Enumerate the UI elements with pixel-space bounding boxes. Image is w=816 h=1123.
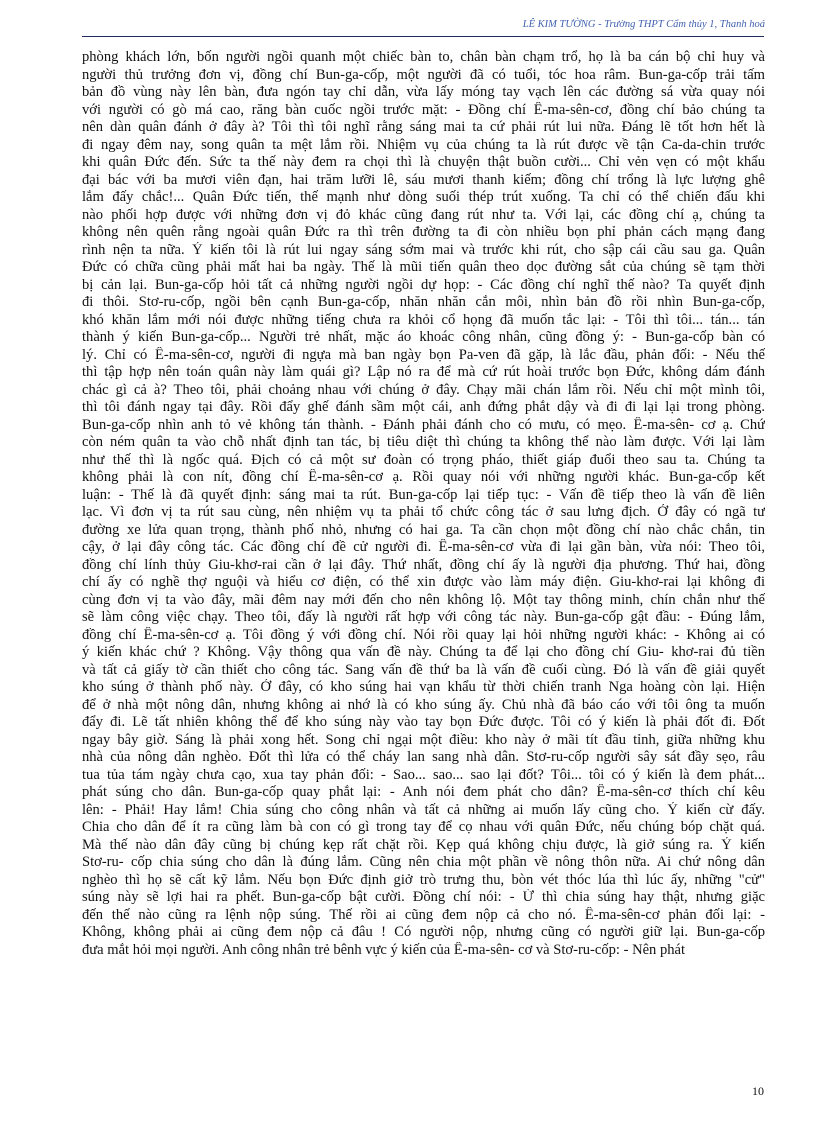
text-line: và tất cả giấy tờ cần thiết cho công tác. Sang vấn đề thứ ba là vấn đề cuối cùng. Đó là vấn đề giải quyết [82, 661, 765, 678]
text-line: nghèo thì họ sẽ cất kỹ lắm. Nếu bọn Đức định giở trò trưng thu, bòn vét thóc lúa thì lúc ấy, những "cử" [82, 871, 765, 888]
text-line: để ở nhà một nông dân, nhưng không ai nhớ là có kho súng ấy. Chủ nhà đã báo cáo với tôi ông ta muốn [82, 696, 765, 713]
text-line: nhà của nông dân nghèo. Đốt thì lửa có thể cháy lan sang nhà dân. Stơ-ru-cốp người sây sát đầy sẹo, râu [82, 749, 765, 765]
text-line: Không, không phải ai cũng đem nộp cả đâu ! Có người nộp, nhưng cũng có người giữ lại. Bun-ga-cốp [82, 924, 765, 940]
text-line: đường xe lửa quan trọng, thành phố nhỏ, nhưng có hai ga. Ta cần chọn một đồng chí nào chắc chắn, tin [82, 521, 765, 538]
text-line: rình nện ta nữa. Ý kiến tôi là rút lui ngay sáng sớm mai và trước khi rút, cho sập cái cầu sau ga. Quân [82, 241, 765, 258]
page-header [205, 19, 765, 30]
text-line: lạc. Vì đơn vị ta rút sau cùng, nên nhiệm vụ ta phải tổ chức công tác ở sau lưng địch. Ở đây có ngã tư [82, 504, 765, 520]
text-line: kho súng ở thành phố này. Ở đây, có kho súng hai vạn khẩu từ thời chiến tranh Nga hoàng còn lại. Hiện [82, 679, 765, 695]
text-line: ý kiến khác chứ ? Không. Vậy thông qua vấn đề này. Chúng ta để lại cho đồng chí Giu- khơ-rai đủ tiền [82, 644, 765, 660]
text-line: khi quân Đức đến. Sức ta thế này đem ra chọi thì là chuyện thật buồn cười... Chỉ vẻn vẹn có một khẩu [82, 154, 765, 170]
text-line: nên dàn quân đánh ở đây à? Tôi thì tôi nghĩ rằng sáng mai ta cứ phải rút lui nữa. Đáng lẽ tốt hơn hết là [82, 119, 765, 135]
text-line: như thế thì là ngốc quá. Địch có cả một sư đoàn có trọng pháo, thiết giáp đuổi theo sau ta. Chúng ta [82, 451, 765, 468]
header-divider [82, 36, 764, 37]
text-line: ngay bây giờ. Sáng là phải xong hết. Song chỉ ngại một điều: kho này ở mãi tít đầu tỉnh, giữa những khu [82, 731, 765, 748]
text-line: khó khăn lắm mới nói được những tiếng chưa ra khỏi cổ họng đã muốn tắc lại: - Tôi thì tôi... tán... tán [82, 311, 765, 328]
text-line: đồng chí Ê-ma-sên-cơ ạ. Tôi đồng ý với đồng chí. Nói rồi quay lại hỏi những người khác: - Không ai có [82, 626, 765, 643]
text-line: Chia cho dân để ít ra cũng làm bà con có gì trong tay để cọ nhau với quân Đức, nếu chúng bóp chặt quá. [82, 819, 765, 835]
text-line: người thủ trưởng đơn vị, đồng chí Bun-ga-cốp, một người đã có tuổi, tóc hoa râm. Bun-ga-cốp trải tấm [82, 66, 765, 83]
text-line: chác gì cả à? Theo tôi, phải choảng nhau với chúng ở đây. Chạy mãi chán lắm rồi. Nếu chỉ một mình tôi, [82, 381, 765, 398]
text-line: Đức có chữa cũng phải mất hai ba ngày. Thế là mũi tiến quân theo dọc đường sắt của chúng sẽ tạm thời [82, 259, 765, 275]
text-line: Bun-ga-cốp nhìn anh tỏ vẻ không tán thành. - Đánh phải đánh cho có mưu, có mẹo. Ê-ma-sên- cơ ạ. Chứ [82, 416, 765, 433]
text-line: thì tôi đánh ngay tại đây. Rồi đẩy ghế đánh sầm một cái, anh đứng phắt dậy và đi đi lại lại trong phòng. [82, 399, 765, 415]
text-line: lên: - Phải! Hay lắm! Chia súng cho công nhân và tất cả những ai muốn lấy cũng cho. Ý kiến cừ đấy. [82, 801, 765, 818]
text-line: đưa mắt hỏi mọi người. Anh công nhân trẻ bênh vực ý kiến của Ê-ma-sên- cơ và Stơ-ru-cốp: - Nên phát [82, 941, 685, 958]
text-line: thì tập hợp nên toán quân này làm quái gì? Lập nó ra để mà cứ rút hoài trước bọn Đức, không dám đánh [82, 364, 765, 380]
text-line: còn ném quân ta vào chỗ nhất định tan tác, bị tiêu diệt thì chúng ta không thể nào làm được. Với lại làm [82, 434, 765, 450]
text-line: đi ngay đêm nay, song quân ta mệt lắm rồi. Nhiệm vụ của chúng ta là rút được về tận Ca-da-chin trước [82, 136, 765, 153]
text-line: không nên quên rằng ngoài quân Đức ra thì trên đường ta đi còn nhiều bọn phỉ phản cách mạng đang [82, 224, 765, 240]
text-line: tua tủa tám ngày chưa cạo, xua tay phản đối: - Sao... sao... sao lại đốt? Tôi... tôi có ý kiến là đem phát... [82, 766, 765, 783]
text-line: với người có gò má cao, răng bàn cuốc ngồi trước mặt: - Đồng chí Ê-ma-sên-cơ, đồng chí bảo chúng ta [82, 101, 765, 118]
text-line: Mà thế nào dân đây cũng bị chúng kẹp rất chặt rồi. Kẹp quá không chịu được, là giở súng ra. Ý kiến [82, 836, 765, 853]
text-line: bản đồ vùng này lên bàn, đưa ngón tay chỉ dẫn, vừa lấy móng tay vạch lên các đường sá vừa quay nói [82, 84, 765, 100]
header-author: LÊ KIM TƯỜNG [522, 19, 596, 30]
text-line: đẩy đi. Lẽ tất nhiên không thể để kho súng này vào tay bọn Đức được. Tôi có ý kiến là phải đốt đi. Đốt [82, 714, 765, 730]
text-line: cậy, ở lại đây công tác. Các đồng chí đề cử người đi. Ê-ma-sên-cơ vừa đi lại gần bàn, vừa nói: Theo tôi, [82, 539, 765, 555]
text-line: phát súng cho dân. Bun-ga-cốp quay phắt lại: - Anh nói đem phát cho dân? Ê-ma-sên-cơ thích chí kêu [82, 784, 765, 800]
text-line: đi thôi. Stơ-ru-cốp, ngồi bên cạnh Bun-ga-cốp, nhăn nhăn cắn môi, nhìn bản đồ rồi nhìn Bun-ga-cốp, [82, 294, 765, 310]
text-line: sẽ làm công việc chạy. Theo tôi, đấy là người rất hợp với công tác này. Bun-ga-cốp gật đầu: - Đúng lắm, [82, 609, 765, 625]
text-line: cùng đơn vị ta vào đây, mãi đêm nay mới đến cho nên không lộ. Một tay thông minh, chín chắn như thế [82, 591, 765, 608]
text-line: luận: - Thế là đã quyết định: sáng mai ta rút. Bun-ga-cốp lại tiếp tục: - Vấn đề tiếp theo là vấn đề liên [82, 486, 765, 503]
text-line: không phải là con nít, đồng chí Ê-ma-sên-cơ ạ. Rồi quay nói với những người khác. Bun-ga-cốp kết [82, 469, 765, 485]
text-line: chí ấy có nghề thợ nguội và hiểu cơ điện, có thể xin được vào làm máy điện. Giu-khơ-rai lại không đi [82, 574, 765, 590]
text-line: lắm đấy chắc!... Quân Đức tiến, thế mạnh như dòng suối thép trút xuống. Ta chỉ có thể chiến đấu khi [82, 189, 765, 205]
text-line: phòng khách lớn, bốn người ngồi quanh một chiếc bàn to, chân bàn chạm trổ, họ là ba cán bộ chỉ huy và [82, 49, 765, 65]
text-line: lý. Chỉ có Ê-ma-sên-cơ, người đi ngựa mà ban ngày bọn Pa-ven đã gặp, là lắc đầu, phản đối: - Nếu thế [82, 346, 765, 363]
page-number: 10 [752, 1084, 764, 1098]
text-line: Stơ-ru- cốp chia súng cho dân là đúng lắm. Cũng nên chia một phần về nông thôn nữa. Ai chứ nông dân [82, 854, 765, 870]
text-line: nào phối hợp được với những đơn vị đỏ khác cũng đang rút như ta. Với lại, các đồng chí ạ, chúng ta [82, 206, 765, 223]
header-school: - Trường THPT Cẩm thủy 1, Thanh hoá [595, 19, 765, 30]
text-line: thành ý kiến Bun-ga-cốp... Người trẻ nhất, mặc áo khoác công nhân, cũng đồng ý: - Bun-ga-cốp bàn có [82, 329, 765, 345]
text-line: đại bác với ba mươi viên đạn, hai trăm lưỡi lê, sáu mươi thanh kiếm; đồng chí trổng là lực lượng ghê [82, 171, 765, 188]
text-line: đến thế nào cũng ra lệnh nộp súng. Thế rồi ai cũng đem nộp cả cho nó. Ê-ma-sên-cơ phản đối lại: - [82, 906, 765, 923]
body-text [82, 49, 765, 959]
text-line: bị cản lại. Bun-ga-cốp hỏi tất cả những người ngồi dự họp: - Các đồng chí nghĩ thế nào? Ta quyết định [82, 276, 765, 293]
text-line: đồng chí lính thủy Giu-khơ-rai cần ở lại đây. Thứ nhất, đồng chí ấy là người địa phương. Thứ hai, đồng [82, 556, 765, 573]
text-line: súng này sẽ lợi hai ra phết. Bun-ga-cốp bật cười. Đồng chí nói: - Ừ thì chia súng hay thật, nhưng giặc [82, 889, 765, 905]
